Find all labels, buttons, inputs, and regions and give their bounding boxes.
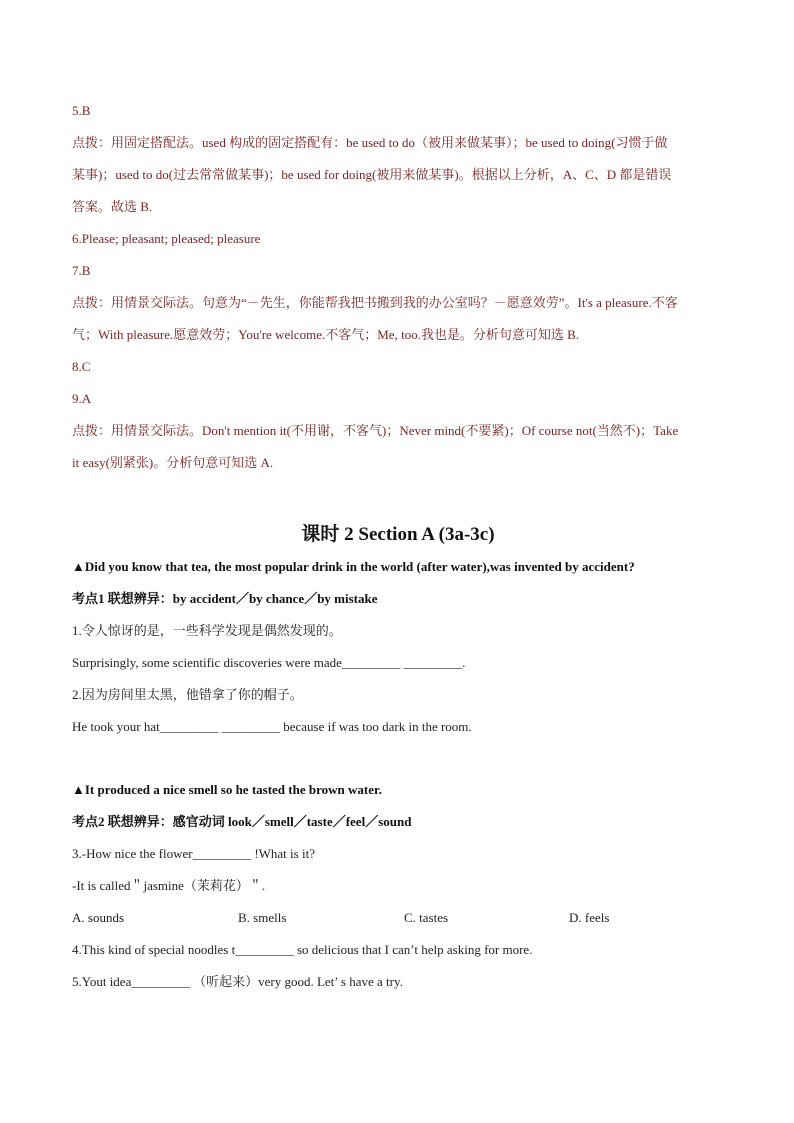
question-2-english: He took your hat_________ _________ because if was too dark in the room. <box>72 719 472 734</box>
question-4: 4.This kind of special noodles t_________ so delicious that I can’t help asking for more. <box>72 942 533 957</box>
question-3-line-2: -It is called＂jasmine（茉莉花）＂. <box>72 878 266 893</box>
option-c: C. tastes <box>404 910 449 925</box>
answer-7-explanation-line-2: 气；With pleasure.愿意效劳；You're welcome.不客气；Me, too.我也是。分析句意可知选 B. <box>72 327 580 342</box>
question-1-english: Surprisingly, some scientific discoveries were made_________ _________. <box>72 655 466 670</box>
answer-9-explanation-line-1: 点拨：用情景交际法。Don't mention it(不用谢，不客气)；Never mind(不要紧)；Of course not(当然不)；Take <box>72 423 679 438</box>
answer-8-label: 8.C <box>72 359 91 374</box>
option-b: B. smells <box>238 910 287 925</box>
answer-5-explanation-line-1: 点拨：用固定搭配法。used 构成的固定搭配有：be used to do（被用来做某事）；be used to doing(习惯于做 <box>72 135 668 150</box>
answer-5-explanation-line-3: 答案。故选 B. <box>72 199 153 214</box>
answer-5-explanation-line-2: 某事)；used to do(过去常常做某事)；be used for doing(被用来做某事)。根据以上分析，A、C、D 都是错误 <box>72 167 672 182</box>
test-point-2: 考点2 联想辨异：感官动词 look／smell／taste／feel／sound <box>72 814 412 829</box>
key-sentence-1: ▲Did you know that tea, the most popular drink in the world (after water),was invented by accident? <box>72 559 635 574</box>
question-2-chinese: 2.因为房间里太黑，他错拿了你的帽子。 <box>72 687 303 702</box>
option-d: D. feels <box>569 910 610 925</box>
question-1-chinese: 1.令人惊讶的是，一些科学发现是偶然发现的。 <box>72 623 342 638</box>
answer-5-label: 5.B <box>72 103 91 118</box>
question-5: 5.Yout idea_________ （听起来）very good. Let’ s have a try. <box>72 974 403 989</box>
answer-6-label: 6.Please; pleasant; pleased; pleasure <box>72 231 261 246</box>
option-a: A. sounds <box>72 910 125 925</box>
section-title: 课时 2 Section A (3a-3c) <box>301 524 495 545</box>
answer-9-explanation-line-2: it easy(别紧张)。分析句意可知选 A. <box>72 455 274 470</box>
answer-7-label: 7.B <box>72 263 91 278</box>
question-3-line-1: 3.-How nice the flower_________ !What is it? <box>72 846 315 861</box>
answer-7-explanation-line-1: 点拨：用情景交际法。句意为“－先生，你能帮我把书搬到我的办公室吗？－愿意效劳”。It's a pleasure.不客 <box>72 295 678 310</box>
test-point-1: 考点1 联想辨异：by accident／by chance／by mistake <box>72 591 378 606</box>
key-sentence-2: ▲It produced a nice smell so he tasted the brown water. <box>72 782 382 797</box>
answer-9-label: 9.A <box>72 391 92 406</box>
